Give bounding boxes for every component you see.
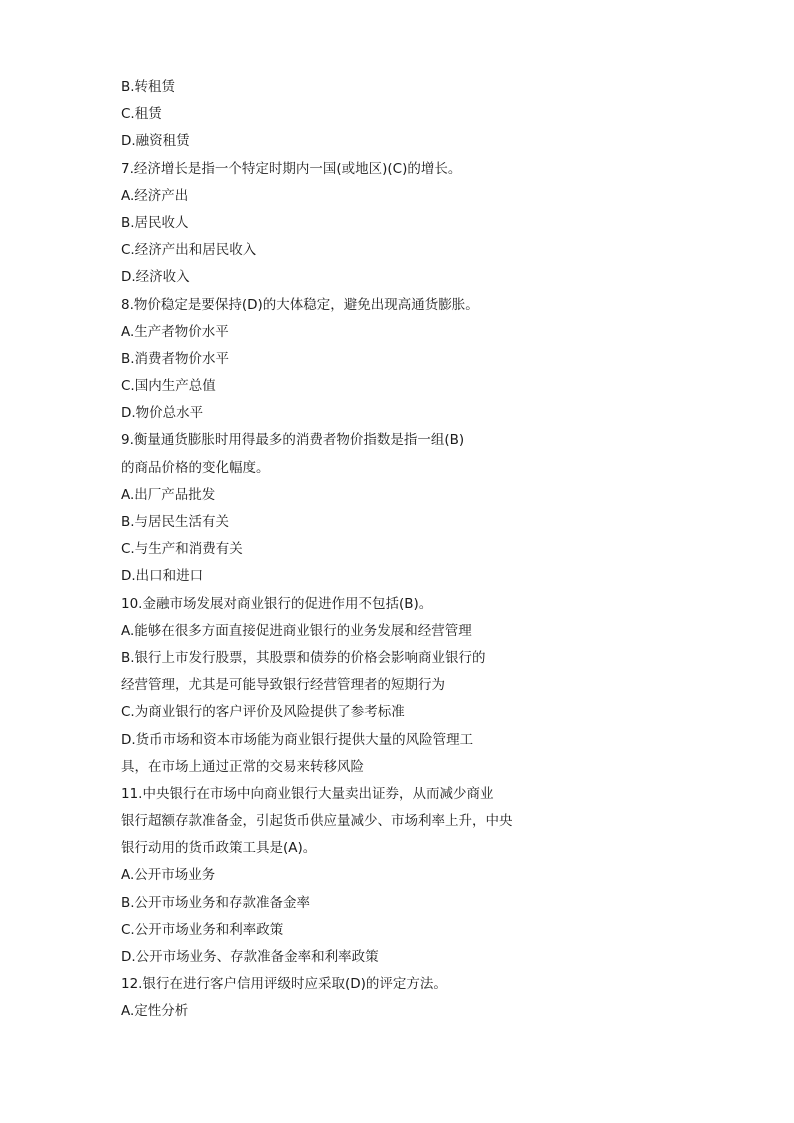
q9-option-d: D.出口和进口 (121, 568, 204, 585)
q9-option-a: A.出厂产品批发 (121, 486, 216, 503)
q11-option-b: B.公开市场业务和存款准备金率 (121, 894, 311, 911)
q7-option-c: C.经济产出和居民收入 (121, 242, 257, 259)
question-12: 12.银行在进行客户信用评级时应采取(D)的评定方法。 (121, 976, 447, 993)
q10-option-b: B.银行上市发行股票，其股票和债券的价格会影响商业银行的 (121, 649, 486, 666)
q9-option-b: B.与居民生活有关 (121, 514, 230, 530)
document-body (121, 74, 681, 1026)
option-b-line: B.转租赁 (121, 79, 176, 95)
q10-option-d-cont: 具，在市场上通过正常的交易来转移风险 (121, 758, 364, 775)
question-11: 11.中央银行在市场中向商业银行大量卖出证券，从而减少商业 (121, 785, 494, 802)
q7-option-a: A.经济产出 (121, 187, 189, 204)
q7-option-d: D.经济收入 (121, 269, 190, 286)
q8-option-a: A.生产者物价水平 (121, 323, 229, 340)
q10-option-a: A.能够在很多方面直接促进商业银行的业务发展和经营管理 (121, 622, 472, 639)
question-11-cont-1: 银行超额存款准备金，引起货币供应量减少、市场利率上升，中央 (121, 813, 513, 830)
q7-option-b: B.居民收人 (121, 214, 189, 231)
q9-option-c: C.与生产和消费有关 (121, 541, 243, 558)
question-7: 7.经济增长是指一个特定时期内一国(或地区)(C)的增长。 (121, 160, 462, 177)
question-8: 8.物价稳定是要保持(D)的大体稳定，避免出现高通货膨胀。 (121, 296, 479, 313)
option-c-line: C.租赁 (121, 106, 162, 123)
q12-option-a: A.定性分析 (121, 1003, 189, 1020)
q10-option-d: D.货币市场和资本市场能为商业银行提供大量的风险管理工 (121, 731, 474, 748)
question-10: 10.金融市场发展对商业银行的促进作用不包括(B)。 (121, 595, 433, 612)
q10-option-b-cont: 经营管理，尤其是可能导致银行经营管理者的短期行为 (121, 677, 445, 694)
q11-option-a: A.公开市场业务 (121, 867, 216, 884)
q11-option-d: D.公开市场业务、存款准备金率和利率政策 (121, 949, 379, 965)
q11-option-c: C.公开市场业务和利率政策 (121, 921, 284, 938)
option-d-line: D.融资租赁 (121, 133, 190, 150)
question-9-cont: 的商品价格的变化幅度。 (121, 459, 270, 476)
q8-option-d: D.物价总水平 (121, 405, 204, 422)
question-11-cont-2: 银行动用的货币政策工具是(A)。 (121, 840, 317, 857)
q8-option-c: C.国内生产总值 (121, 378, 216, 395)
question-9: 9.衡量通货膨胀时用得最多的消费者物价指数是指一组(B) (121, 432, 465, 449)
q10-option-c: C.为商业银行的客户评价及风险提供了参考标准 (121, 704, 405, 721)
q8-option-b: B.消费者物价水平 (121, 350, 230, 367)
